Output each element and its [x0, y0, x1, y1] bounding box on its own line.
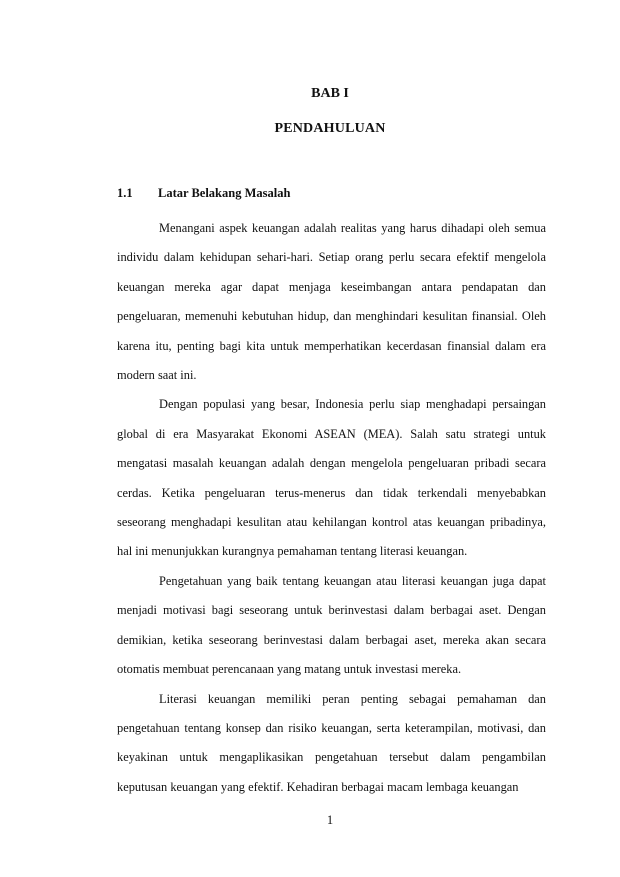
paragraph: Menangani aspek keuangan adalah realitas yang harus dihadapi oleh semua individu dalam kehidupan sehari-hari. Setiap orang perlu secara efektif mengelola keuangan mereka agar dapat menjaga keseimbangan antara pendapatan dan pengeluaran, memenuhi kebutuhan hidup, dan menghindari kesulitan finansial. Oleh karena itu, penting bagi kita untuk memperhatikan kecerdasan finansial dalam era modern saat ini.	[117, 221, 546, 383]
paragraph: Pengetahuan yang baik tentang keuangan atau literasi keuangan juga dapat menjadi motivasi bagi seseorang untuk berinvestasi dalam berbagai aset. Dengan demikian, ketika seseorang berinvestasi dalam berbagai aset, mereka akan secara otomatis membuat perencanaan yang matang untuk investasi mereka.	[117, 573, 546, 677]
section-number: 1.1	[117, 186, 133, 200]
body-text	[117, 214, 546, 802]
section-title: Latar Belakang Masalah	[158, 186, 291, 200]
page-number: 1	[326, 813, 334, 827]
chapter-title: PENDAHULUAN	[274, 121, 386, 136]
paragraph: Literasi keuangan memiliki peran penting sebagai pemahaman dan pengetahuan tentang konsep dan risiko keuangan, serta keterampilan, motivasi, dan keyakinan untuk mengaplikasikan pengetahuan tersebut dalam pengambilan keputusan keuangan yang efektif. Kehadiran berbagai macam lembaga keuangan	[117, 691, 546, 794]
chapter-number: BAB I	[311, 86, 349, 101]
section-heading	[117, 186, 290, 201]
paragraph: Dengan populasi yang besar, Indonesia perlu siap menghadapi persaingan global di era Masyarakat Ekonomi ASEAN (MEA). Salah satu strategi untuk mengatasi masalah keuangan adalah dengan mengelola pengeluaran pribadi secara cerdas. Ketika pengeluaran terus-menerus dan tidak terkendali menyebabkan seseorang menghadapi kesulitan atau kehilangan kontrol atas keuangan pribadinya, hal ini menunjukkan kurangnya pemahaman tentang literasi keuangan.	[117, 397, 546, 559]
